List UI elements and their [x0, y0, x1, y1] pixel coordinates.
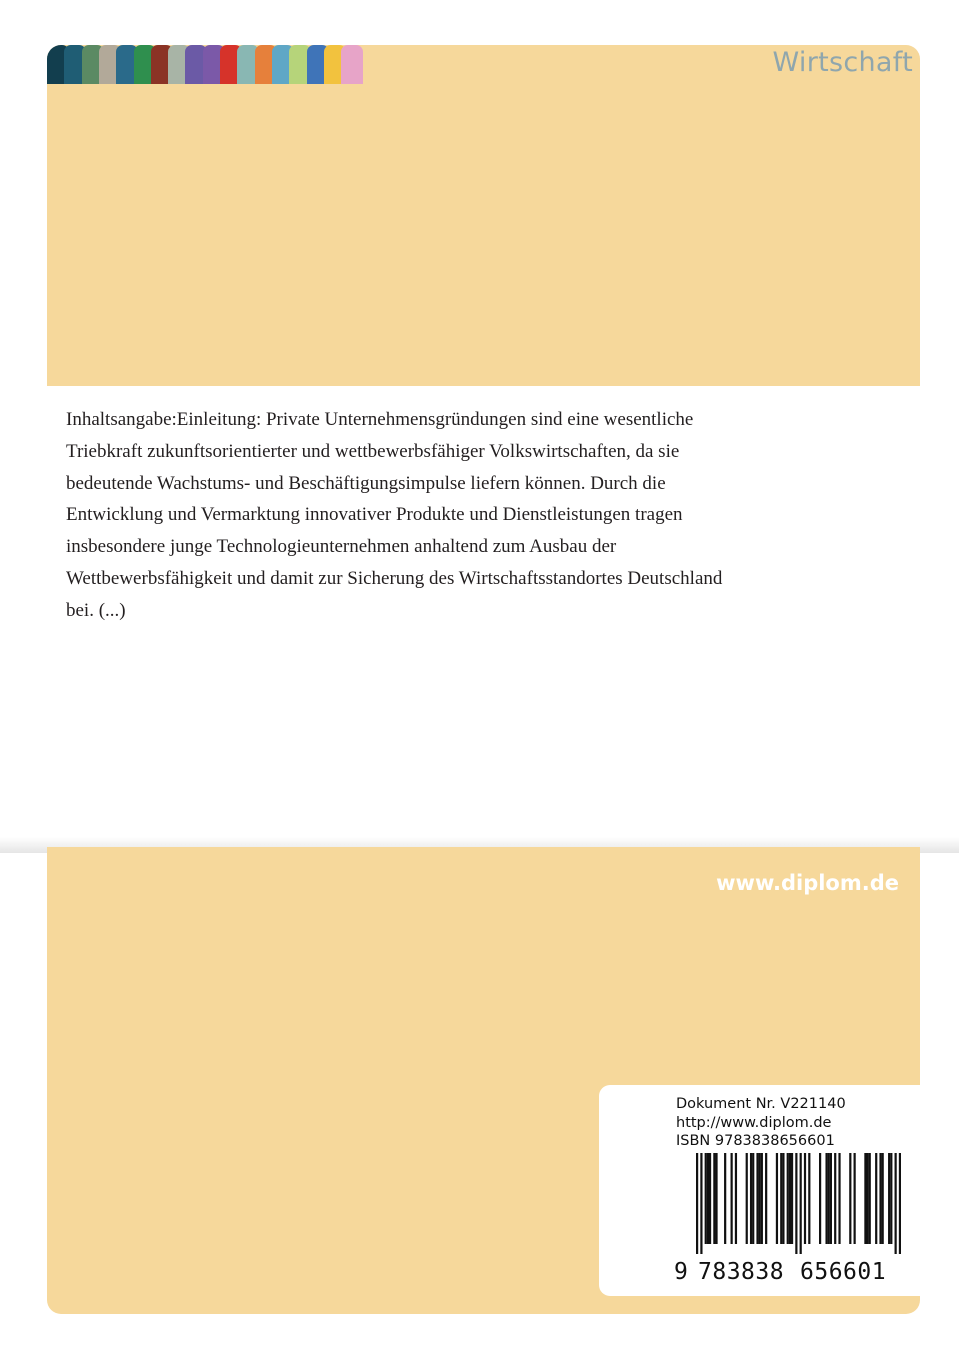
barcode-left-group: 783838 [698, 1259, 785, 1285]
barcode-bar [707, 1153, 709, 1244]
document-info [676, 1095, 846, 1151]
barcode-bar [879, 1153, 881, 1244]
barcode-bar [752, 1153, 754, 1244]
isbn-barcode [696, 1153, 901, 1254]
barcode-bar [709, 1153, 711, 1244]
description-line: bei. (...) [66, 599, 126, 621]
description-line: bedeutende Wachstums- und Beschäftigungsimpulse liefern können. Durch die [66, 472, 666, 494]
barcode-bar [715, 1153, 717, 1244]
barcode-right-group: 656601 [800, 1259, 887, 1285]
color-tab [341, 45, 363, 84]
barcode-bar [724, 1153, 726, 1244]
category-label: Wirtschaft [772, 47, 913, 78]
barcode-bar [869, 1153, 871, 1244]
barcode-bar [804, 1153, 806, 1244]
barcode-bar [834, 1153, 836, 1244]
barcode-bar [782, 1153, 784, 1244]
barcode-bar [899, 1153, 901, 1254]
barcode-bar [696, 1153, 698, 1254]
barcode-bar [765, 1153, 767, 1244]
barcode-digits [674, 1259, 904, 1289]
barcode-bar [830, 1153, 832, 1244]
barcode-bar [735, 1153, 737, 1244]
barcode-bar [756, 1153, 758, 1244]
description-line: Inhaltsangabe:Einleitung: Private Unternehmensgründungen sind eine wesentliche [66, 409, 694, 430]
barcode-bar [828, 1153, 830, 1244]
barcode-bar [890, 1153, 892, 1244]
barcode-bar [808, 1153, 810, 1244]
barcode-bar [705, 1153, 707, 1244]
document-number: Dokument Nr. V221140 [676, 1096, 846, 1112]
document-isbn: ISBN 9783838656601 [676, 1133, 835, 1149]
barcode-bar [746, 1153, 748, 1244]
document-url: http://www.diplom.de [676, 1114, 832, 1131]
barcode-bar [787, 1153, 789, 1244]
barcode-bar [776, 1153, 778, 1244]
description-line: insbesondere junge Technologieunternehmen anhaltend zum Ausbau der [66, 536, 617, 558]
barcode-bar [731, 1153, 733, 1244]
barcode-bar [795, 1153, 797, 1254]
barcode-bar [789, 1153, 791, 1244]
barcode-bar [875, 1153, 877, 1244]
barcode-bar [759, 1153, 761, 1244]
barcode-bar [866, 1153, 868, 1244]
barcode-bar [780, 1153, 782, 1244]
barcode-bar [838, 1153, 840, 1244]
barcode-bar [819, 1153, 821, 1244]
barcode-bar [750, 1153, 752, 1244]
barcode-bar [791, 1153, 793, 1244]
barcode-first-digit: 9 [674, 1259, 688, 1285]
barcode-bar [849, 1153, 851, 1244]
publisher-website: www.diplom.de [716, 871, 899, 895]
barcode-bar [854, 1153, 856, 1244]
barcode-bar [700, 1153, 702, 1254]
barcode-bar [895, 1153, 897, 1254]
barcode-bar [713, 1153, 715, 1244]
top-color-panel [47, 45, 920, 386]
color-tab-strip [47, 45, 387, 84]
barcode-bar [888, 1153, 890, 1244]
barcode-bar [800, 1153, 802, 1254]
barcode-bar [761, 1153, 763, 1244]
barcode-bar [882, 1153, 884, 1244]
barcode-bar [864, 1153, 866, 1244]
description-line: Triebkraft zukunftsorientierter und wettbewerbsfähiger Volkswirtschaften, da sie [66, 440, 680, 462]
book-description [66, 404, 896, 627]
barcode-bar [825, 1153, 827, 1244]
description-line: Wettbewerbsfähigkeit und damit zur Sicherung des Wirtschaftsstandortes Deutschland [66, 567, 723, 589]
description-line: Entwicklung und Vermarktung innovativer Produkte und Dienstleistungen tragen [66, 504, 683, 526]
